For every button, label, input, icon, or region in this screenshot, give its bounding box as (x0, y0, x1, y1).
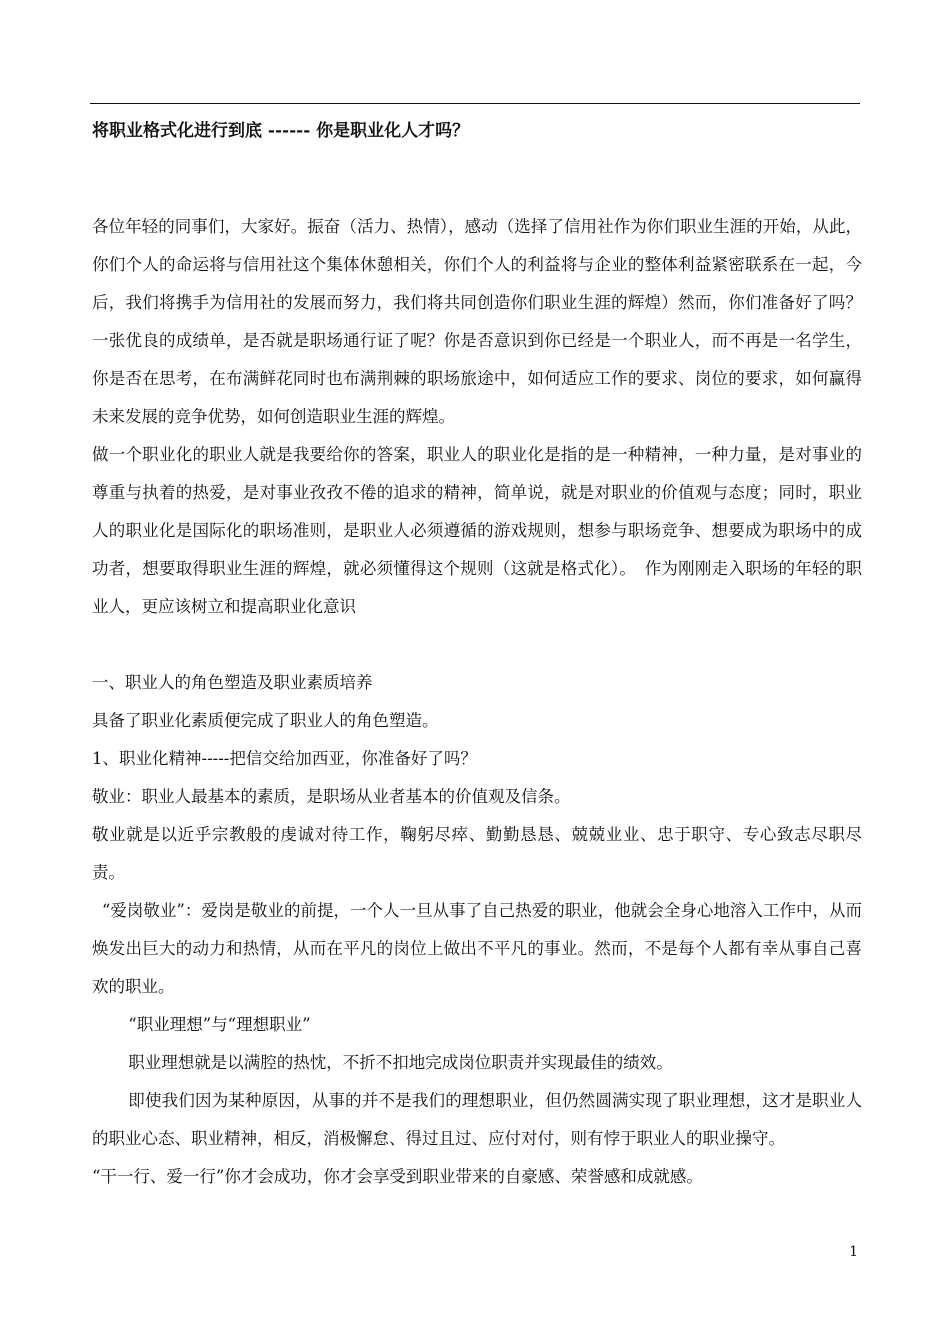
paragraph-dedication: 敬业：职业人最基本的素质，是职场从业者基本的价值观及信条。 (92, 787, 571, 806)
paragraph-intro: 各位年轻的同事们，大家好。振奋（活力、热情），感动（选择了信用社作为你们职业生涯的开始，从此，你们个人的命运将与信用社这个集体休憩相关，你们个人的利益将与企业的整体利益紧密联系在一起，今后，我们将携手为信用社的发展而努力，我们将共同创造你们职业生涯的辉煌）然而，你们准备好了吗？一张优良的成绩单，是否就是职场通行证了呢？你是否意识到你已经是一个职业人，而不再是一名学生，你是否在思考，在布满鲜花同时也布满荆棘的职场旅途中，如何适应工作的要求、岗位的要求，如何赢得未来发展的竞争优势，如何创造职业生涯的辉煌。 (92, 217, 862, 426)
paragraph-conclusion: “干一行、爱一行”你才会成功，你才会享受到职业带来的自豪感、荣誉感和成就感。 (92, 1167, 703, 1186)
document-title: 将职业格式化进行到底 ------ 你是职业化人才吗？ (92, 121, 470, 141)
paragraph-spacer (92, 626, 862, 664)
subsection-heading: 1、职业化精神-----把信交给加西亚，你准备好了吗？ (92, 749, 477, 768)
paragraph-answer: 做一个职业化的职业人就是我要给你的答案，职业人的职业化是指的是一种精神，一种力量，是对事业的尊重与执着的热爱，是对事业孜孜不倦的追求的精神，简单说，就是对职业的价值观与态度；同时，职业人的职业化是国际化的职场准则，是职业人必须遵循的游戏规则，想参与职场竞争、想要成为职场中的成功者，想要取得职业生涯的辉煌，就必须懂得这个规则（这就是格式化）。 作为刚刚走入职场的年轻的职业人，更应该树立和提高职业化意识 (92, 445, 862, 616)
paragraph-ideal-detail: 即使我们因为某种原因，从事的并不是我们的理想职业，但仍然圆满实现了职业理想，这才是职业人的职业心态、职业精神，相反，消极懈怠、得过且过、应付对付，则有悖于职业人的职业操守。 (92, 1091, 862, 1148)
document-body (92, 208, 862, 1196)
paragraph-ideal-heading: “职业理想”与“理想职业” (128, 1015, 311, 1034)
section-heading: 一、职业人的角色塑造及职业素质培养 (92, 673, 373, 692)
paragraph-ideal-definition: 职业理想就是以满腔的热忱，不折不扣地完成岗位职责并实现最佳的绩效。 (128, 1053, 673, 1072)
paragraph-love-job: “爱岗敬业”：爱岗是敬业的前提，一个人一旦从事了自己热爱的职业，他就会全身心地溶入工作中，从而焕发出巨大的动力和热情，从而在平凡的岗位上做出不平凡的事业。然而，不是每个人都有幸从事自己喜欢的职业。 (92, 901, 862, 996)
paragraph-dedication-detail: 敬业就是以近乎宗教般的虔诚对待工作，鞠躬尽瘁、勤勤恳恳、兢兢业业、忠于职守、专心致志尽职尽责。 (92, 825, 862, 882)
header-rule (90, 103, 860, 104)
paragraph-role: 具备了职业化素质便完成了职业人的角色塑造。 (92, 711, 439, 730)
page-number: 1 (849, 1244, 858, 1260)
